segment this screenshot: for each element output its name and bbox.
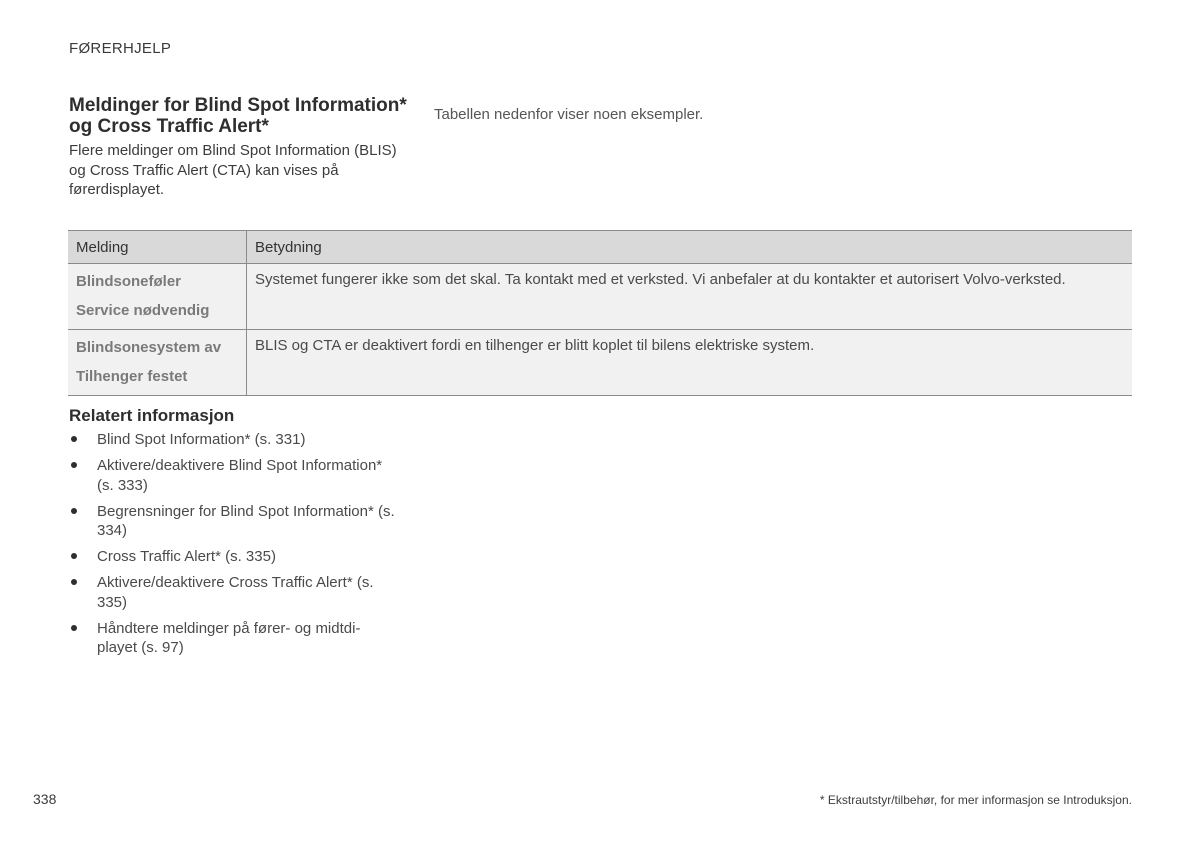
meaning-cell: Systemet fungerer ikke som det skal. Ta kontakt med et verksted. Vi anbefaler at du kontakter et autorisert Volvo-verksted. bbox=[247, 264, 1133, 330]
bullet-icon bbox=[71, 625, 77, 631]
bullet-icon bbox=[71, 508, 77, 514]
related-information bbox=[69, 405, 399, 664]
table-row bbox=[68, 330, 1132, 396]
article-intro: Flere meldinger om Blind Spot Information (BLIS) og Cross Traffic Alert (CTA) kan vises på førerdisplayet. bbox=[69, 142, 397, 198]
meaning-cell: BLIS og CTA er deaktivert fordi en tilhenger er blitt koplet til bilens elektriske system. bbox=[247, 330, 1133, 396]
messages-table bbox=[68, 230, 1132, 396]
bullet-icon bbox=[71, 579, 77, 585]
section-header: FØRERHJELP bbox=[69, 40, 172, 57]
related-link-text[interactable]: Håndtere meldinger på fører- og midtdi-playet (s. 97) bbox=[97, 619, 361, 656]
related-link-text[interactable]: Blind Spot Information* (s. 331) bbox=[97, 431, 306, 448]
message-cell bbox=[68, 264, 247, 330]
message-line: Blindsonesystem av bbox=[76, 339, 222, 356]
related-link[interactable] bbox=[69, 619, 397, 658]
related-list bbox=[69, 430, 399, 658]
related-link[interactable] bbox=[69, 547, 397, 567]
related-link[interactable] bbox=[69, 430, 397, 450]
related-link[interactable] bbox=[69, 456, 397, 495]
related-link-text[interactable]: Aktivere/deaktivere Cross Traffic Alert* (s. 335) bbox=[97, 574, 374, 611]
footnote: * Ekstrautstyr/tilbehør, for mer informasjon se Introduksjon. bbox=[819, 793, 1132, 807]
related-link[interactable] bbox=[69, 573, 397, 612]
article-title: Meldinger for Blind Spot Information* og Cross Traffic Alert* bbox=[69, 95, 407, 137]
message-line: Blindsoneføler bbox=[76, 273, 182, 290]
bullet-icon bbox=[71, 553, 77, 559]
table-row bbox=[68, 264, 1132, 330]
bullet-icon bbox=[71, 462, 77, 468]
related-link-text[interactable]: Begrensninger for Blind Spot Information* (s. 334) bbox=[97, 502, 395, 539]
table-intro: Tabellen nedenfor viser noen eksempler. bbox=[434, 106, 704, 123]
bullet-icon bbox=[71, 436, 77, 442]
message-line: Service nødvendig bbox=[76, 301, 210, 319]
related-link[interactable] bbox=[69, 502, 397, 541]
related-link-text[interactable]: Cross Traffic Alert* (s. 335) bbox=[97, 548, 276, 565]
message-line: Tilhenger festet bbox=[76, 367, 188, 385]
column-header-meaning: Betydning bbox=[247, 231, 1133, 264]
message-cell bbox=[68, 330, 247, 396]
table-header-row bbox=[68, 231, 1132, 264]
column-header-message: Melding bbox=[68, 231, 247, 264]
related-title: Relatert informasjon bbox=[69, 406, 235, 425]
related-link-text[interactable]: Aktivere/deaktivere Blind Spot Information* (s. 333) bbox=[97, 457, 383, 494]
page-number: 338 bbox=[33, 791, 57, 807]
